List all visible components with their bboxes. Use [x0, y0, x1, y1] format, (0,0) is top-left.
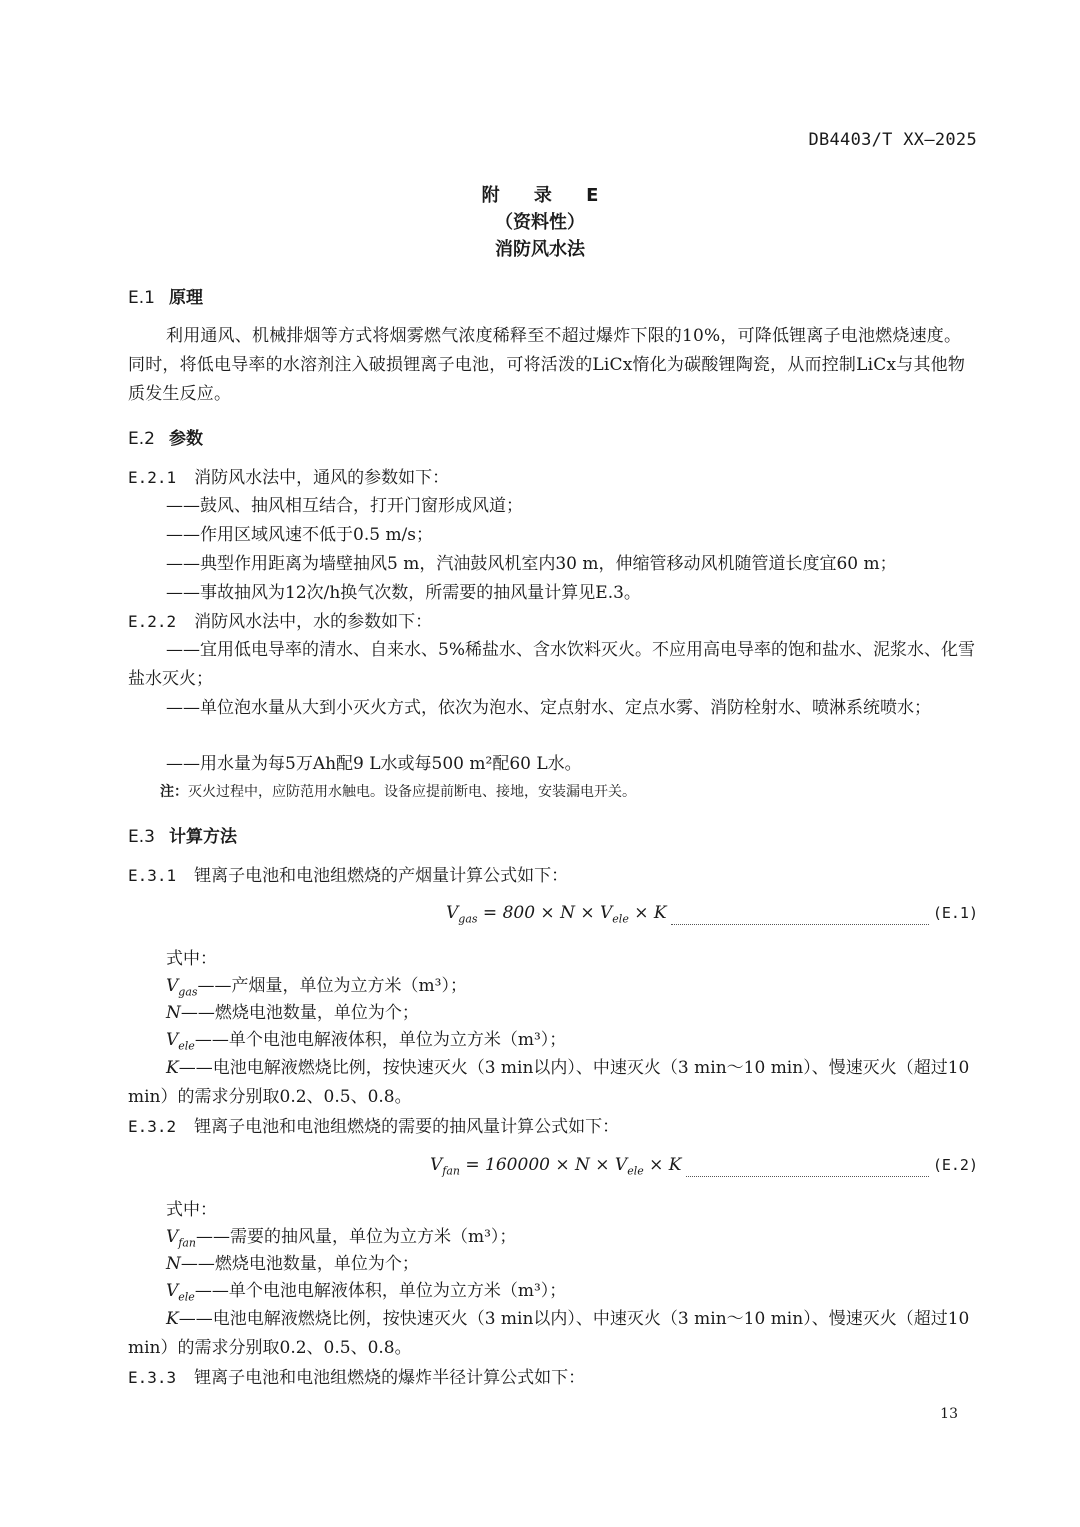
- leader-dots: [686, 1175, 929, 1177]
- note-text: 灭火过程中，应防范用水触电。设备应提前断电、接地，安装漏电开关。: [188, 784, 636, 800]
- variable-definition: N——燃烧电池数量，单位为个；: [166, 1003, 419, 1023]
- list-item: ——作用区域风速不低于0.5 m/s；: [166, 525, 434, 545]
- variable-definition: $V_{gas}——$产烟量，单位为立方米（m³）；: [166, 976, 467, 999]
- clause-number: E.2.2: [128, 612, 177, 631]
- variable-definition: N——燃烧电池数量，单位为个；: [166, 1254, 419, 1274]
- clause-text: 锂离子电池和电池组燃烧的需要的抽风量计算公式如下：: [194, 1117, 620, 1137]
- clause-number: E.3.1: [128, 866, 177, 885]
- formula-expression: $V_{fan} = 160000 \times N \times V_{ele} \times K$: [430, 1155, 682, 1178]
- clause-e3-1: [128, 861, 978, 891]
- formula-expression: $V_{gas} = 800 \times N \times V_{ele} \times K$: [446, 903, 667, 926]
- section-title: 原理: [168, 288, 203, 308]
- clause-number: E.3.3: [128, 1368, 177, 1387]
- variable-definition: $V_{ele}——$单个电池电解液体积，单位为立方米（m³）；: [166, 1281, 567, 1304]
- appendix-title: 附 录 E: [481, 185, 613, 206]
- list-item: ——用水量为每5万Ah配9 L水或每500 m²配60 L水。: [166, 754, 582, 774]
- section-heading-e2: [128, 424, 203, 449]
- clause-e2-2: [128, 607, 978, 637]
- section-number: E.3: [128, 827, 155, 847]
- list-item: ——典型作用距离为墙壁抽风5 m，汽油鼓风机室内30 m，伸缩管移动风机随管道长度宜60 m；: [166, 554, 897, 574]
- list-item: ——鼓风、抽风相互结合，打开门窗形成风道；: [166, 496, 523, 516]
- appendix-subject: 消防风水法: [495, 239, 585, 260]
- variable-definition: K——电池电解液燃烧比例，按快速灭火（3 min以内）、中速灭火（3 min～10 min）、慢速灭火（超过10 min）的需求分别取0.2、0.5、0.8。: [128, 1309, 970, 1358]
- clause-e2-1: [128, 463, 978, 493]
- paragraph: 利用通风、机械排烟等方式将烟雾燃气浓度稀释至不超过爆炸下限的10%，可降低锂离子电池燃烧速度。同时，将低电导率的水溶剂注入破损锂离子电池，可将活泼的LiCx惰化为碳酸锂陶瓷，从而控制LiCx与其他物质发生反应。: [128, 326, 966, 404]
- list-item: ——事故抽风为12次/h换气次数，所需要的抽风量计算见E.3。: [166, 583, 641, 603]
- clause-e3-2: [128, 1112, 978, 1142]
- clause-number: E.2.1: [128, 468, 177, 487]
- variable-definition: K——电池电解液燃烧比例，按快速灭火（3 min以内）、中速灭火（3 min～10 min）、慢速灭火（超过10 min）的需求分别取0.2、0.5、0.8。: [128, 1058, 970, 1107]
- formula-e2: [128, 1155, 978, 1185]
- appendix-title-block: [0, 182, 1080, 263]
- list-item: ——宜用低电导率的清水、自来水、5%稀盐水、含水饮料灭火。不应用高电导率的饱和盐水、泥浆水、化雪盐水灭火；: [128, 640, 975, 689]
- note-label: 注：: [160, 784, 188, 800]
- clause-text: 锂离子电池和电池组燃烧的爆炸半径计算公式如下：: [194, 1368, 586, 1388]
- section-number: E.2: [128, 429, 155, 449]
- section-heading-e1: [128, 283, 203, 308]
- section-heading-e3: [128, 822, 237, 847]
- variable-definition: $V_{fan}——$需要的抽风量，单位为立方米（m³）；: [166, 1227, 517, 1250]
- where-label: 式中：: [166, 1200, 217, 1220]
- list-item: ——单位泡水量从大到小灭火方式，依次为泡水、定点射水、定点水雾、消防栓射水、喷淋系统喷水；: [166, 698, 931, 718]
- clause-text: 消防风水法中，通风的参数如下：: [194, 468, 450, 488]
- formula-e1: [128, 903, 978, 933]
- section-title: 参数: [168, 429, 203, 449]
- section-number: E.1: [128, 288, 155, 308]
- clause-number: E.3.2: [128, 1117, 177, 1136]
- formula-number: (E.2): [932, 1156, 978, 1174]
- where-label: 式中：: [166, 949, 217, 969]
- clause-e3-3: [128, 1363, 978, 1393]
- appendix-type: （资料性）: [495, 212, 585, 233]
- clause-text: 消防风水法中，水的参数如下：: [194, 612, 433, 632]
- note: [160, 781, 636, 801]
- formula-number: (E.1): [932, 904, 978, 922]
- section-title: 计算方法: [168, 827, 237, 847]
- leader-dots: [671, 923, 929, 925]
- document-number: DB4403/T XX—2025: [808, 130, 977, 150]
- page-number: 13: [940, 1406, 958, 1422]
- clause-text: 锂离子电池和电池组燃烧的产烟量计算公式如下：: [194, 866, 569, 886]
- variable-definition: $V_{ele}——$单个电池电解液体积，单位为立方米（m³）；: [166, 1030, 567, 1053]
